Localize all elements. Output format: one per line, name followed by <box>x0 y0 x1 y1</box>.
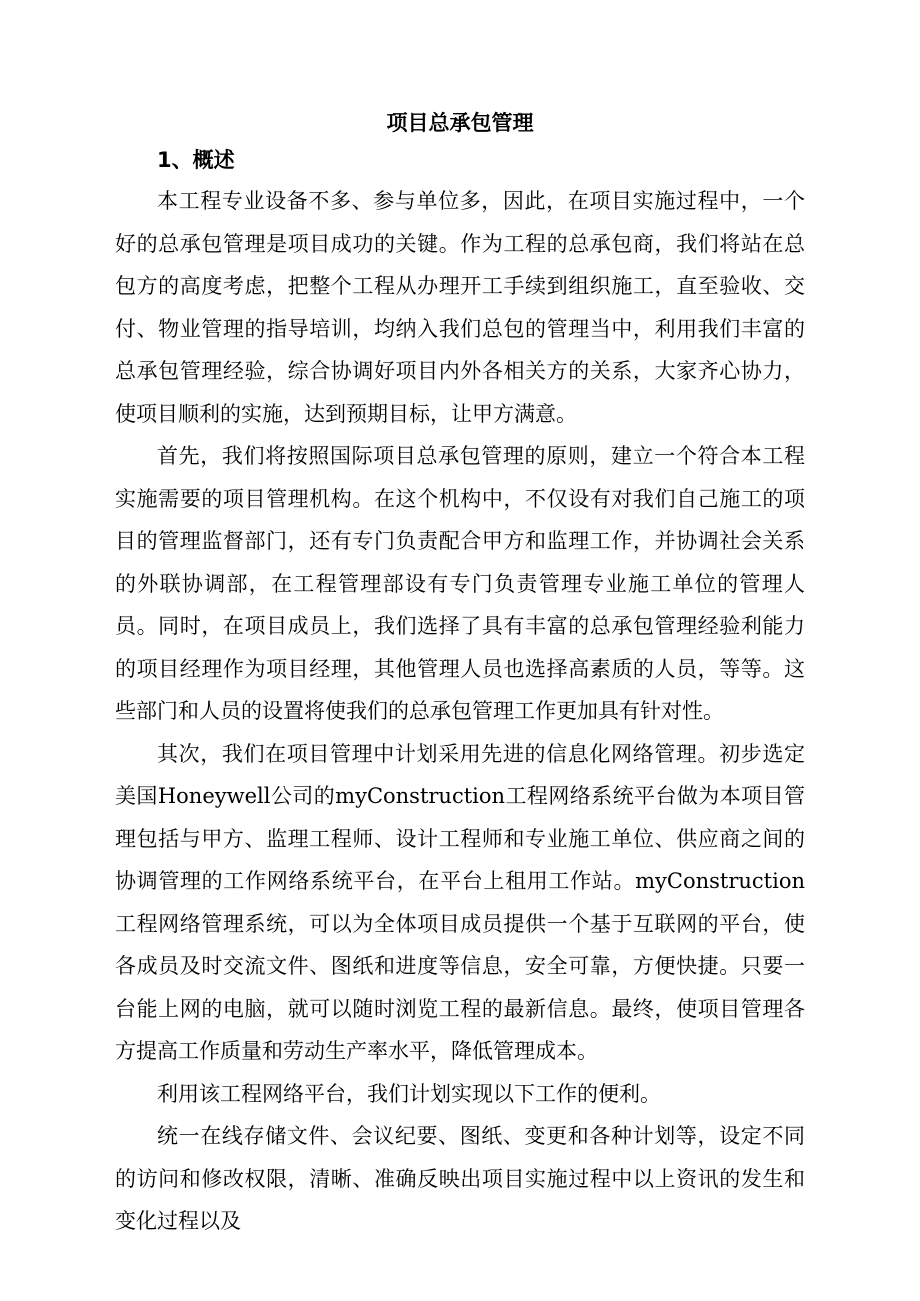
paragraph-online-storage: 统一在线存储文件、会议纪要、图纸、变更和各种计划等，设定不同的访问和修改权限，清晰、准确反映出项目实施过程中以上资讯的发生和变化过程以及 <box>115 1124 805 1233</box>
document-title: 项目总承包管理 <box>386 111 534 135</box>
paragraph-platform-benefits: 利用该工程网络平台，我们计划实现以下工作的便利。 <box>157 1081 661 1106</box>
section-heading: 1、概述 <box>157 148 235 172</box>
paragraph-network-management: 其次，我们在项目管理中计划采用先进的信息化网络管理。初步选定美国Honeywell公司的myConstruction工程网络系统平台做为本项目管理包括与甲方、监理工程师、设计工程师和专业施工单位、供应商之间的协调管理的工作网络系统平台，在平台上租用工作站。myConstruction工程网络管理系统，可以为全体项目成员提供一个基于互联网的平台，使各成员及时交流文件、图纸和进度等信息，安全可靠，方便快捷。只要一台能上网的电脑，就可以随时浏览工程的最新信息。最终，使项目管理各方提高工作质量和劳动生产率水平，降低管理成本。 <box>115 741 805 1063</box>
paragraph-overview: 本工程专业设备不多、参与单位多，因此，在项目实施过程中，一个好的总承包管理是项目成功的关键。作为工程的总承包商，我们将站在总包方的高度考虑，把整个工程从办理开工手续到组织施工，直至验收、交付、物业管理的指导培训，均纳入我们总包的管理当中，利用我们丰富的总承包管理经验，综合协调好项目内外各相关方的关系，大家齐心协力，使项目顺利的实施，达到预期目标，让甲方满意。 <box>115 189 805 426</box>
paragraph-organization: 首先，我们将按照国际项目总承包管理的原则，建立一个符合本工程实施需要的项目管理机构。在这个机构中，不仅设有对我们自己施工的项目的管理监督部门，还有专门负责配合甲方和监理工作，并协调社会关系的外联协调部，在工程管理部设有专门负责管理专业施工单位的管理人员。同时，在项目成员上，我们选择了具有丰富的总承包管理经验利能力的项目经理作为项目经理，其他管理人员也选择高素质的人员，等等。这些部门和人员的设置将使我们的总承包管理工作更加具有针对性。 <box>115 444 805 723</box>
document-body <box>115 106 805 1243</box>
